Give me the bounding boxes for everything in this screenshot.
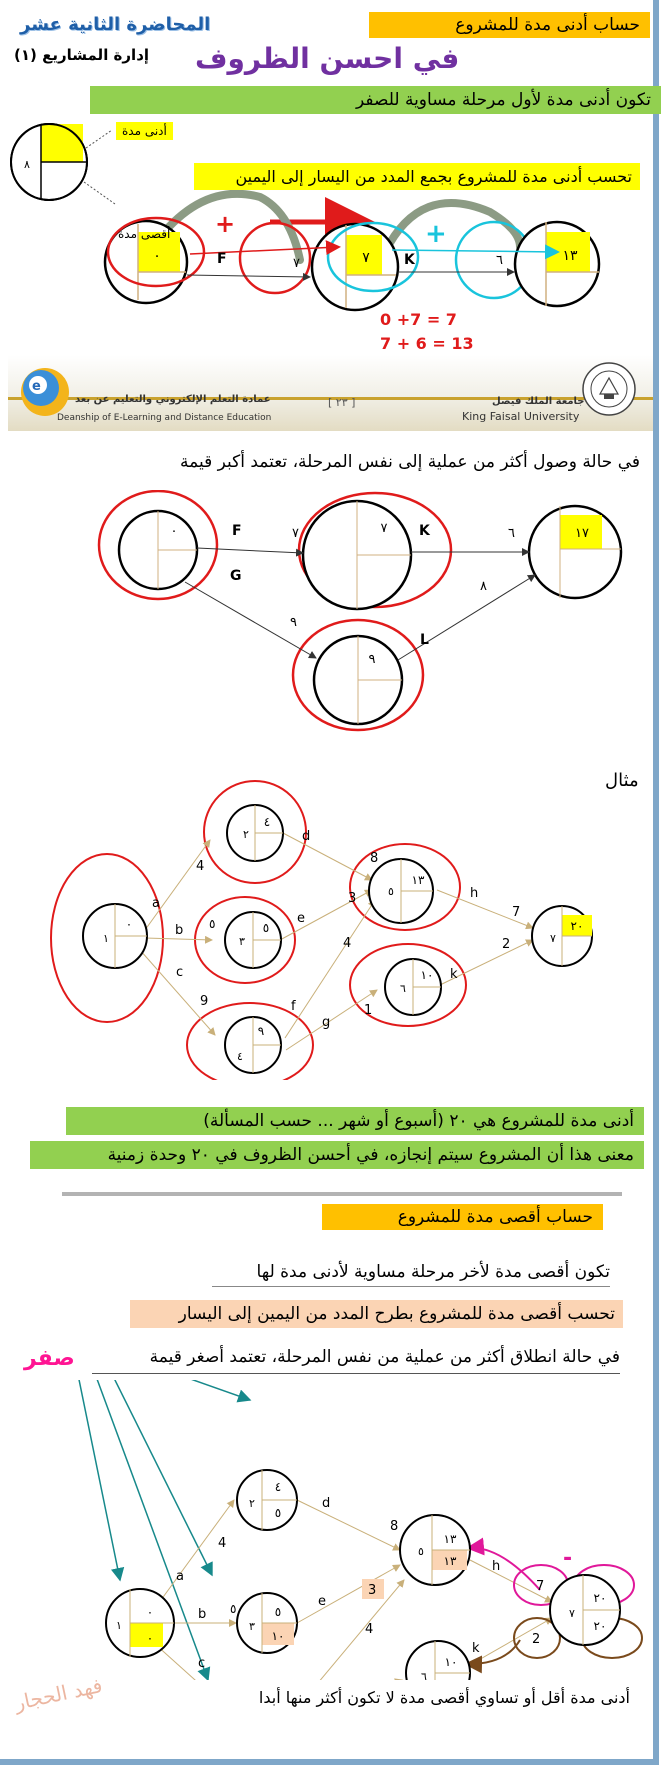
s3-activity-d: d [302, 829, 311, 844]
s3-node-4-min: ٩ [257, 1024, 265, 1038]
s4-node-3-num: ٣ [249, 1620, 255, 1633]
section4-network-diagram [0, 1380, 663, 1680]
s4-activity-d: d [322, 1496, 331, 1511]
s4-activity-d-duration: 8 [390, 1519, 399, 1534]
s4-node-3-max: ١٠ [271, 1629, 285, 1643]
s4-activity-k: k [472, 1641, 480, 1656]
s1-node-3-min: ١٣ [562, 248, 578, 264]
s4-node-2 [237, 1470, 297, 1530]
plus-sign-1: + [215, 210, 236, 238]
s3-activity-g-duration: 1 [364, 1003, 373, 1018]
s1-node-2 [312, 224, 398, 310]
s3-activity-b: b [175, 923, 184, 938]
s3-node-6 [385, 959, 441, 1015]
s3-node-1 [83, 904, 147, 968]
minus-sign: - [563, 1546, 573, 1571]
s3-activity-f: f [291, 999, 296, 1014]
s4-node-5-max: ١٣ [443, 1554, 457, 1568]
s3-node-7 [532, 906, 592, 966]
s2-node-3 [314, 636, 402, 724]
s4-node-2-min: ٤ [274, 1480, 282, 1494]
s4-node-1-max: ٠ [146, 1631, 154, 1645]
section-divider [62, 1192, 622, 1196]
s4-activity-h-duration: 7 [536, 1579, 545, 1594]
s4-activity-b: b [198, 1607, 207, 1622]
deanship-arabic: عمادة التعلم الإلكتروني والتعليم عن بعد [75, 394, 271, 405]
s1-activity-f: F [217, 251, 227, 267]
s3-node-4 [225, 1017, 281, 1073]
s4-node-3-min: ٥ [274, 1605, 282, 1619]
s4-activity-k-duration: 2 [532, 1632, 541, 1647]
s4-node-7-min: ٢٠ [593, 1591, 607, 1605]
s2-activity-l-duration: ٨ [480, 579, 487, 594]
s3-activity-a: a [152, 896, 160, 911]
s3-activity-h-duration: 7 [512, 905, 521, 920]
s3-activity-a-duration: 4 [196, 859, 205, 874]
s3-node-2-num: ٢ [243, 828, 249, 841]
s1-activity-f-duration: ٧ [293, 256, 300, 271]
s4-activity-c-duration [222, 1679, 230, 1680]
s4-node-3 [237, 1593, 297, 1653]
s3-node-3 [225, 912, 281, 968]
footer-note: أدنى مدة أقل أو تساوي أقصى مدة لا تكون أكثر منها أبدا [258, 1688, 630, 1707]
s4-activity-f-duration: 4 [365, 1622, 374, 1637]
s3-node-7-num: ٧ [550, 932, 556, 945]
s4-activity-e-duration: 3 [368, 1583, 377, 1598]
min-value-rule-underline [92, 1373, 620, 1374]
min-duration-rule: تحسب أدنى مدة للمشروع بجمع المدد من اليسار إلى اليمين [194, 163, 640, 190]
s3-node-6-num: ٦ [400, 982, 406, 995]
result-meaning: معنى هذا أن المشروع سيتم إنجازه، في أحسن الظروف في ٢٠ وحدة زمنية [30, 1141, 644, 1169]
s2-activity-k: K [419, 523, 430, 539]
s1-activity-k: K [404, 252, 415, 268]
s2-activity-l: L [420, 632, 429, 648]
s3-activity-d-duration: 8 [370, 851, 379, 866]
s4-node-1-num: ١ [116, 1619, 122, 1632]
s1-node-3 [515, 222, 599, 306]
s3-activity-c-duration: 9 [200, 994, 209, 1009]
s4-activity-a: a [176, 1569, 184, 1584]
deanship-english: Deanship of E-Learning and Distance Education [57, 413, 272, 423]
section3-network-diagram [0, 780, 663, 1080]
s3-activity-g: g [322, 1015, 331, 1030]
s2-activity-f: F [232, 523, 242, 539]
s3-node-5-min: ١٣ [411, 873, 425, 887]
s4-node-2-max: ٥ [274, 1506, 282, 1520]
s2-node-4-min: ١٧ [575, 526, 589, 541]
s3-activity-k-duration: 2 [502, 937, 511, 952]
s4-node-6-min: ١٠ [444, 1655, 458, 1669]
s4-node-7-num: ٧ [569, 1607, 575, 1620]
page-subtitle: في احسن الظروف [195, 42, 460, 75]
university-english: King Faisal University [462, 410, 580, 423]
s4-node-1 [106, 1589, 174, 1657]
s4-activity-e: e [318, 1594, 326, 1609]
s3-node-3-min: ٥ [262, 921, 270, 935]
s3-node-5-num: ٥ [388, 885, 394, 898]
min-value-rule: في حالة انطلاق أكثر من عملية من نفس المرحلة، تعتمد أصغر قيمة [149, 1347, 620, 1367]
s3-activity-c: c [176, 965, 184, 980]
max-label: أقصى مدة [118, 227, 171, 241]
s2-node-4 [529, 506, 621, 598]
s3-activity-k: k [450, 967, 458, 982]
s4-activity-a-duration: 4 [218, 1536, 227, 1551]
s1-node-2-min: ٧ [362, 250, 370, 266]
page-number: [ ٢٣ ] [328, 396, 356, 409]
s3-node-2 [227, 805, 283, 861]
svg-text:e: e [32, 379, 41, 394]
s3-node-1-min: ٠ [125, 917, 133, 931]
s2-node-1 [119, 511, 197, 589]
s4-node-5-min: ١٣ [443, 1532, 457, 1546]
s3-activity-h: h [470, 886, 479, 901]
s3-node-1-num: ١ [103, 932, 109, 945]
s2-node-2-min: ٧ [380, 521, 388, 536]
s4-node-6-max [445, 1679, 458, 1680]
min-duration-title: حساب أدنى مدة للمشروع [369, 12, 650, 38]
s4-node-7 [550, 1575, 620, 1645]
s1-activity-k-duration: ٦ [496, 253, 503, 268]
s3-node-4-num: ٤ [237, 1050, 243, 1063]
s4-activity-c: c [198, 1656, 206, 1671]
s4-node-5-num: ٥ [418, 1545, 424, 1558]
last-stage-underline [212, 1286, 610, 1287]
s3-activity-e-duration: 3 [348, 891, 357, 906]
s4-node-1-min: ٠ [146, 1605, 154, 1619]
last-stage-note: تكون أقصى مدة لأخر مرحلة مساوية لأدنى مدة لها [256, 1262, 610, 1282]
s4-node-6 [406, 1641, 470, 1680]
equation-2: 7 + 6 = 13 [380, 334, 474, 353]
plus-sign-2: + [425, 219, 447, 249]
s3-activity-f-duration: 4 [343, 936, 352, 951]
s3-node-5 [369, 859, 433, 923]
s4-activity-b-duration: ٥ [230, 1602, 237, 1616]
s3-node-6-min: ١٠ [420, 968, 434, 982]
s3-node-2-min: ٤ [263, 815, 271, 829]
s2-activity-g: G [230, 568, 242, 584]
s4-activity-h: h [492, 1559, 501, 1574]
legend-node-number: ٨ [24, 158, 30, 171]
s3-activity-b-duration: ٥ [209, 917, 216, 931]
max-duration-rule: تحسب أقصى مدة للمشروع بطرح المدد من اليمين إلى اليسار [130, 1300, 623, 1328]
s3-activity-e: e [297, 911, 305, 926]
signature: فهد الحجار [12, 1673, 105, 1715]
university-seal-icon [580, 360, 638, 418]
equation-1: 0 +7 = 7 [380, 310, 457, 329]
first-stage-note: تكون أدنى مدة لأول مرحلة مساوية للصفر [90, 86, 661, 114]
s4-node-6-num: ٦ [421, 1670, 427, 1680]
s2-node-3-min: ٩ [368, 652, 376, 667]
s4-node-2-num: ٢ [249, 1497, 255, 1510]
s4-node-5 [400, 1515, 470, 1585]
s2-activity-f-duration: ٧ [292, 526, 299, 541]
s4-node-7-max: ٢٠ [593, 1619, 607, 1633]
min-label: أدنى مدة [116, 122, 173, 140]
s3-node-3-num: ٣ [239, 935, 245, 948]
example-label: مثال [605, 770, 639, 791]
max-duration-title: حساب أقصى مدة للمشروع [322, 1204, 603, 1230]
s3-node-7-min: ٢٠ [570, 919, 584, 933]
result-min-duration: أدنى مدة للمشروع هي ٢٠ (أسبوع أو شهر ... حسب المسألة) [66, 1107, 644, 1135]
section2-diagram [0, 490, 663, 740]
s2-node-1-min: ٠ [170, 524, 178, 539]
s2-activity-g-duration: ٩ [290, 615, 297, 630]
university-arabic: جامعة الملك فيصل [492, 396, 585, 407]
zero-word: صفر [24, 1346, 75, 1371]
lecture-title: المحاضرة الثانية عشر [20, 14, 211, 35]
s2-node-2 [303, 501, 411, 609]
max-value-rule: في حالة وصول أكثر من عملية إلى نفس المرحلة، تعتمد أكبر قيمة [180, 452, 640, 472]
s1-node-1-min: ٠ [153, 248, 161, 264]
s2-activity-k-duration: ٦ [508, 526, 515, 541]
course-name: إدارة المشاريع (١) [14, 46, 150, 64]
legend-node [11, 124, 87, 200]
